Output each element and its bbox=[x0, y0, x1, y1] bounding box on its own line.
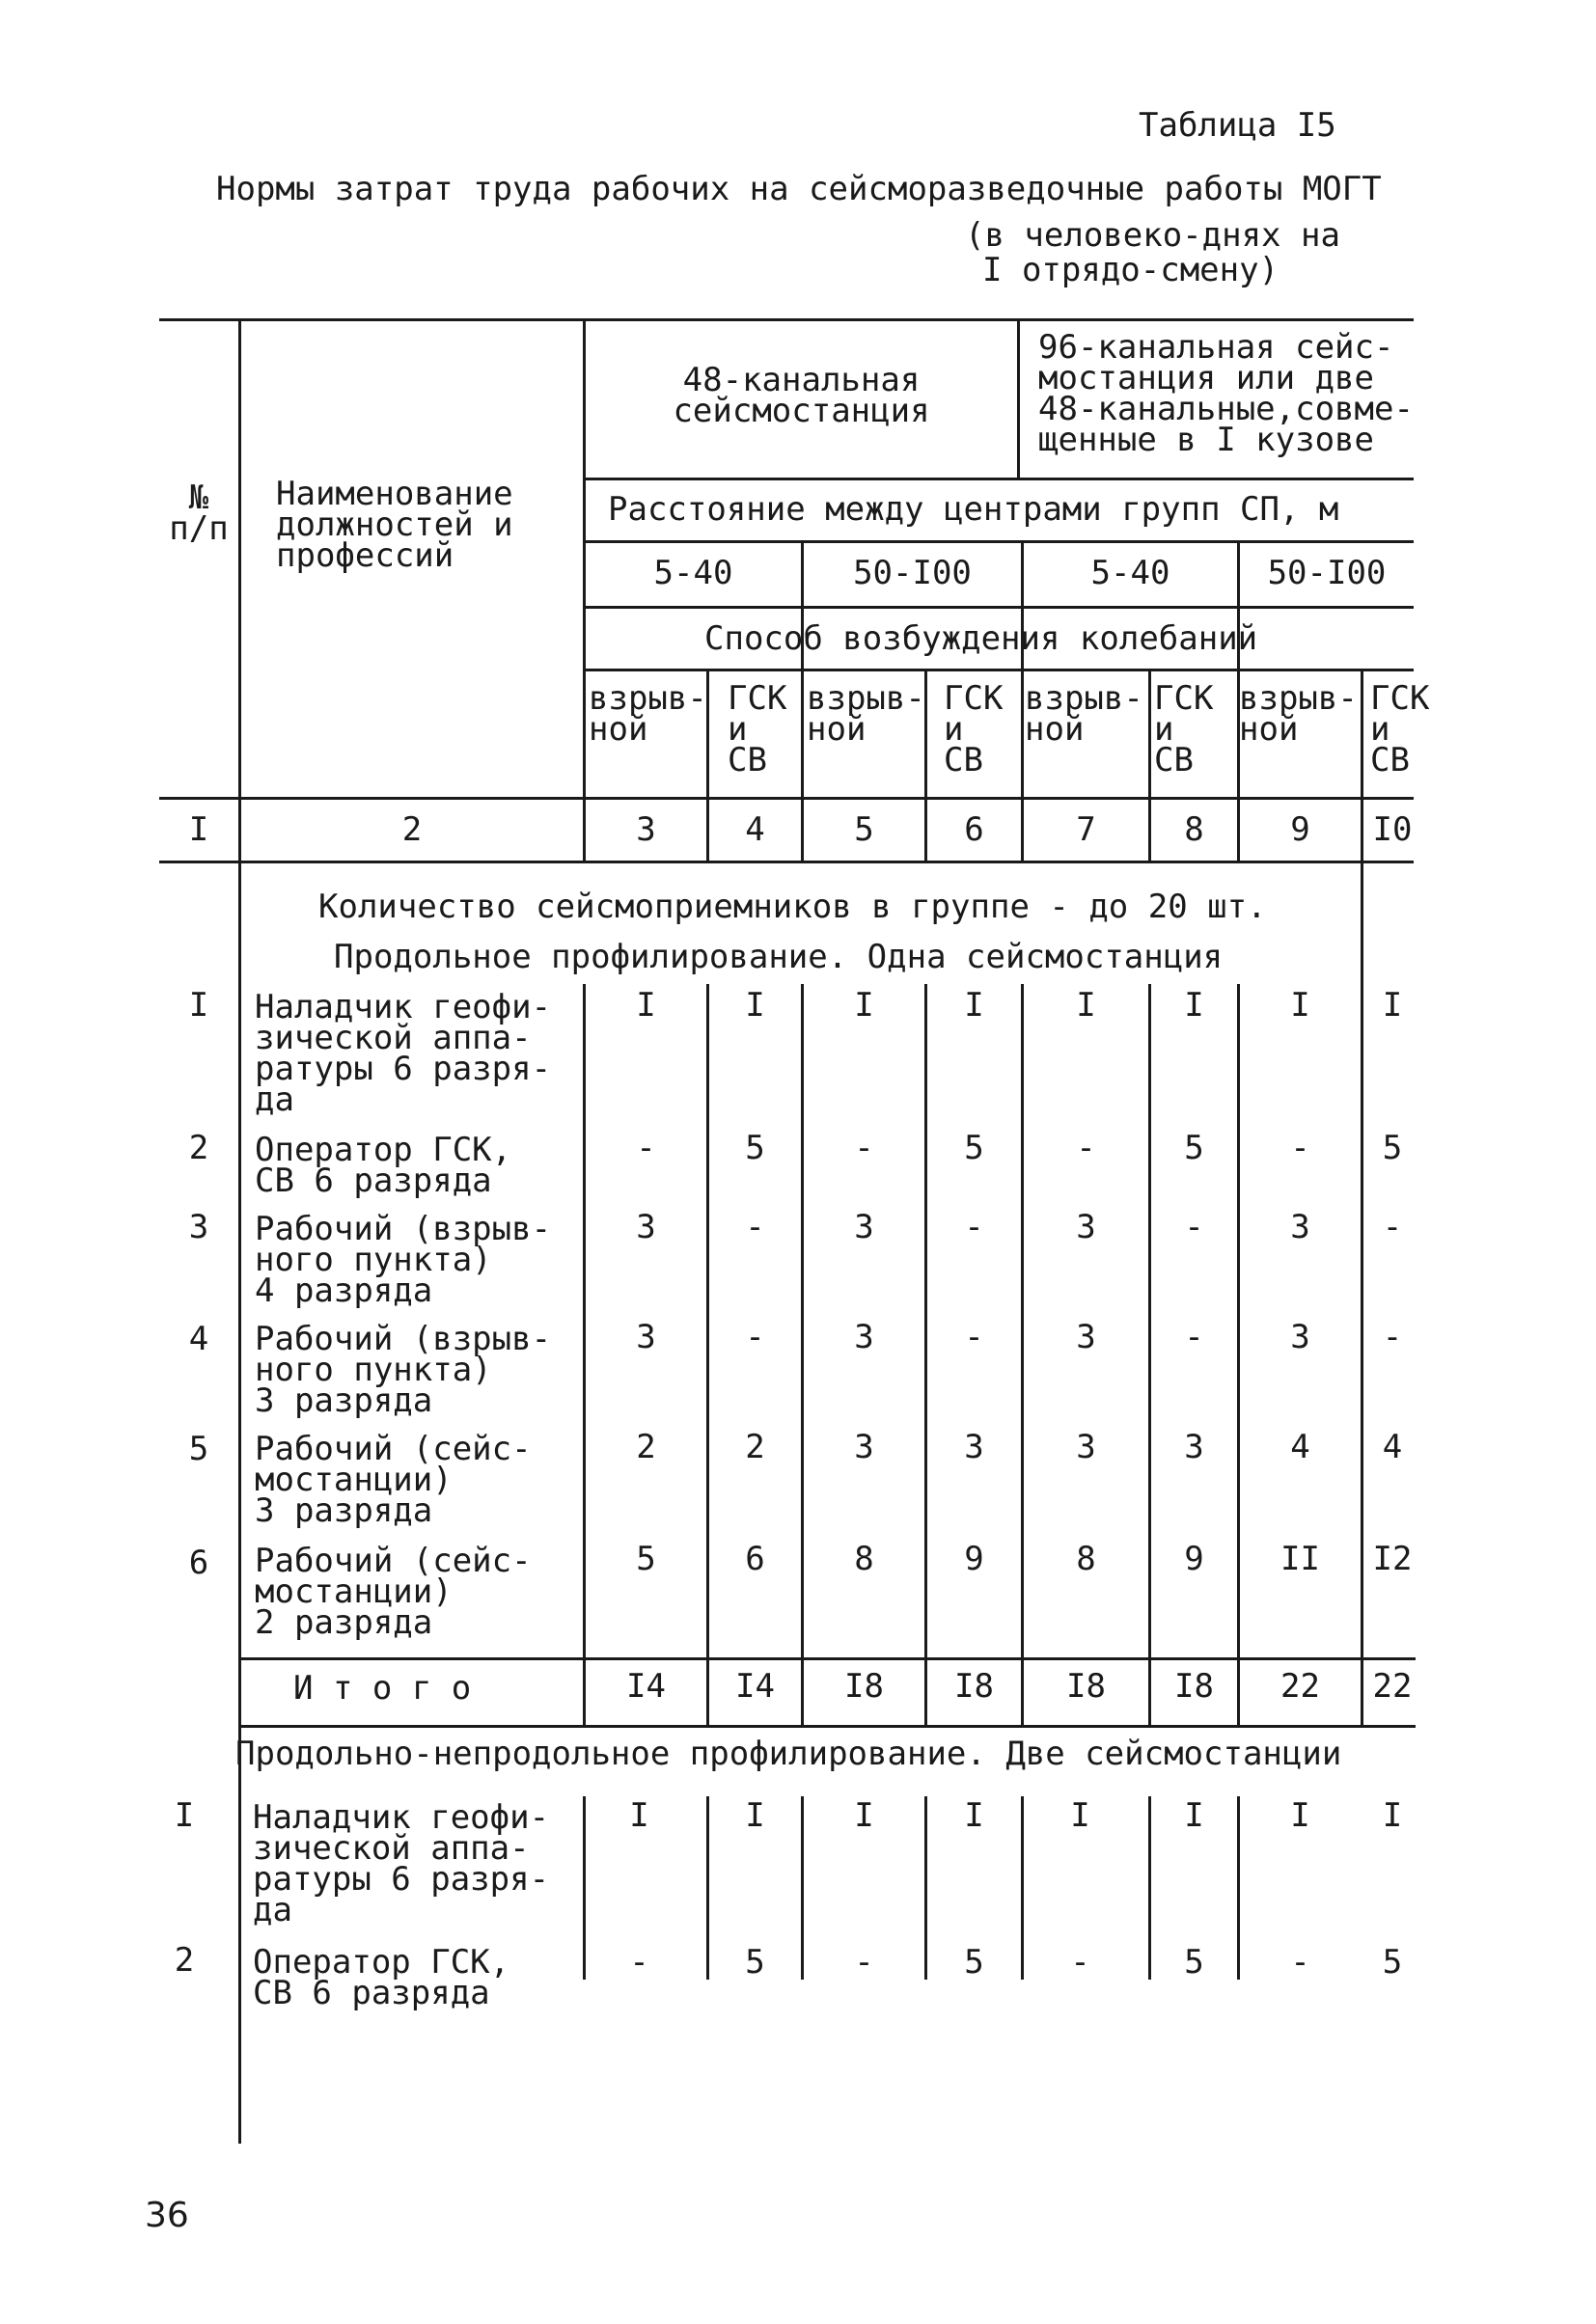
colnum-5: 5 bbox=[854, 810, 874, 849]
header-distance: Расстояние между центрами групп СП, м bbox=[608, 490, 1339, 529]
vrule-stations bbox=[1017, 318, 1020, 478]
method-col-3: взрыв- ной bbox=[589, 679, 707, 749]
vrule-body-c8 bbox=[1148, 984, 1151, 1727]
cell: 5 bbox=[1382, 1129, 1403, 1167]
table-subtitle-line1: (в человеко-днях на bbox=[965, 216, 1340, 255]
row-number: I bbox=[174, 1796, 195, 1835]
cell: II bbox=[1280, 1540, 1320, 1578]
header-station-48: 48-канальная сейсмостанция bbox=[673, 361, 930, 430]
cell: I bbox=[964, 986, 984, 1025]
vrule-body-c6 bbox=[924, 984, 927, 1727]
row-number: 2 bbox=[174, 1941, 195, 1980]
total-cell: 22 bbox=[1280, 1667, 1320, 1706]
cell: - bbox=[629, 1943, 649, 1982]
method-col-6: ГСК и СВ bbox=[944, 679, 1004, 779]
header-name: Наименование должностей и профессий bbox=[276, 475, 513, 575]
method-col-10: ГСК и СВ bbox=[1370, 679, 1430, 779]
cell: 9 bbox=[1184, 1540, 1204, 1578]
cell: I bbox=[1382, 986, 1403, 1025]
method-col-7: взрыв- ной bbox=[1025, 679, 1143, 749]
cell: I bbox=[629, 1796, 649, 1835]
rule-under-ranges bbox=[585, 606, 1414, 609]
cell: 3 bbox=[1076, 1428, 1096, 1466]
cell: 3 bbox=[854, 1318, 874, 1356]
cell: I bbox=[1076, 986, 1096, 1025]
cell: 5 bbox=[1184, 1129, 1204, 1167]
cell: - bbox=[1290, 1129, 1310, 1167]
vrule-body-c4 bbox=[706, 984, 709, 1727]
rule-under-col-numbers bbox=[159, 861, 1414, 863]
vrule-body-c5 bbox=[801, 984, 804, 1727]
row-name: Наладчик геофи- зической аппа- ратуры 6 разря- да bbox=[253, 1798, 550, 1929]
total-cell: I8 bbox=[954, 1667, 994, 1706]
cell: 3 bbox=[854, 1428, 874, 1466]
table-label: Таблица I5 bbox=[1139, 106, 1336, 145]
cell: 6 bbox=[745, 1540, 765, 1578]
cell: 5 bbox=[745, 1129, 765, 1167]
cell: I bbox=[636, 986, 656, 1025]
cell: 8 bbox=[854, 1540, 874, 1578]
cell: I bbox=[1184, 986, 1204, 1025]
cell: I bbox=[745, 986, 765, 1025]
row-number: 2 bbox=[188, 1129, 209, 1167]
method-col-4: ГСК и СВ bbox=[728, 679, 787, 779]
method-col-9: взрыв- ной bbox=[1239, 679, 1358, 749]
cell: 5 bbox=[745, 1943, 765, 1982]
cell: 3 bbox=[1076, 1318, 1096, 1356]
cell: - bbox=[1184, 1318, 1204, 1356]
range-2: 50-I00 bbox=[853, 554, 972, 592]
header-station-96: 96-канальная сейс- мостанция или две 48-канальные,совме- щенные в I кузове bbox=[1038, 328, 1414, 459]
cell: 3 bbox=[636, 1208, 656, 1246]
cell: - bbox=[1382, 1318, 1403, 1356]
cell: I bbox=[1184, 1796, 1204, 1835]
colnum-1: I bbox=[188, 810, 209, 849]
row-name: Рабочий (взрыв- ного пункта) 4 разряда bbox=[255, 1210, 552, 1310]
cell: 8 bbox=[1076, 1540, 1096, 1578]
colnum-3: 3 bbox=[636, 810, 656, 849]
cell: - bbox=[854, 1943, 874, 1982]
page-number: 36 bbox=[145, 2196, 189, 2235]
cell: I bbox=[964, 1796, 984, 1835]
vrule-body-name bbox=[238, 861, 241, 2144]
header-method: Способ возбуждения колебаний bbox=[704, 619, 1258, 658]
cell: I bbox=[1070, 1796, 1090, 1835]
vrule-body-c9 bbox=[1237, 984, 1240, 1727]
row-name: Рабочий (сейс- мостанции) 3 разряда bbox=[255, 1430, 532, 1530]
cell: 5 bbox=[964, 1943, 984, 1982]
cell: I bbox=[854, 986, 874, 1025]
colnum-6: 6 bbox=[964, 810, 984, 849]
cell: - bbox=[745, 1318, 765, 1356]
cell: I bbox=[1382, 1796, 1403, 1835]
row-name: Рабочий (сейс- мостанции) 2 разряда bbox=[255, 1542, 532, 1642]
row-name: Наладчик геофи- зической аппа- ратуры 6 разря- да bbox=[255, 988, 552, 1119]
vrule-num bbox=[238, 318, 241, 861]
row-name: Оператор ГСК, СВ 6 разряда bbox=[255, 1131, 512, 1200]
cell: 3 bbox=[1290, 1208, 1310, 1246]
cell: 2 bbox=[745, 1428, 765, 1466]
row-number: 3 bbox=[188, 1208, 209, 1246]
method-col-5: взрыв- ной bbox=[807, 679, 925, 749]
cell: 3 bbox=[1290, 1318, 1310, 1356]
section1-line1: Количество сейсмоприемников в группе - до 20 шт. bbox=[318, 888, 1267, 926]
cell: 3 bbox=[854, 1208, 874, 1246]
total-cell: I4 bbox=[735, 1667, 775, 1706]
cell: - bbox=[636, 1129, 656, 1167]
vrule-body-c3 bbox=[583, 984, 586, 1727]
cell: - bbox=[854, 1129, 874, 1167]
cell: 3 bbox=[636, 1318, 656, 1356]
cell: 5 bbox=[636, 1540, 656, 1578]
cell: 2 bbox=[636, 1428, 656, 1466]
vrule-body-c7 bbox=[1021, 984, 1024, 1727]
cell: 3 bbox=[1076, 1208, 1096, 1246]
cell: I bbox=[854, 1796, 874, 1835]
cell: I bbox=[745, 1796, 765, 1835]
row-name: Оператор ГСК, СВ 6 разряда bbox=[253, 1943, 510, 2012]
section2-line1: Продольно-непродольное профилирование. Две сейсмостанции bbox=[235, 1735, 1342, 1773]
cell: 5 bbox=[964, 1129, 984, 1167]
table-title: Нормы затрат труда рабочих на сейсморазведочные работы МОГТ bbox=[216, 170, 1382, 208]
total-cell: I8 bbox=[1174, 1667, 1214, 1706]
range-1: 5-40 bbox=[653, 554, 733, 592]
row-number: 5 bbox=[188, 1430, 209, 1468]
rule-under-header bbox=[159, 797, 1414, 800]
cell: 9 bbox=[964, 1540, 984, 1578]
colnum-7: 7 bbox=[1076, 810, 1096, 849]
total-cell: I8 bbox=[844, 1667, 884, 1706]
cell: 3 bbox=[1184, 1428, 1204, 1466]
cell: - bbox=[1382, 1208, 1403, 1246]
cell: 5 bbox=[1382, 1943, 1403, 1982]
rule-under-distance bbox=[585, 540, 1414, 543]
cell: 3 bbox=[964, 1428, 984, 1466]
rule-top bbox=[159, 318, 1414, 321]
colnum-9: 9 bbox=[1290, 810, 1310, 849]
total-cell: I8 bbox=[1066, 1667, 1106, 1706]
colnum-10: I0 bbox=[1372, 810, 1413, 849]
cell: 5 bbox=[1184, 1943, 1204, 1982]
table-subtitle-line2: I отрядо-смену) bbox=[982, 251, 1280, 289]
row-number: 6 bbox=[188, 1544, 209, 1582]
range-4: 50-I00 bbox=[1267, 554, 1387, 592]
cell: - bbox=[1070, 1943, 1090, 1982]
row-name: Рабочий (взрыв- ного пункта) 3 разряда bbox=[255, 1320, 552, 1420]
cell: I2 bbox=[1372, 1540, 1413, 1578]
cell: I bbox=[1290, 1796, 1310, 1835]
total-cell: 22 bbox=[1372, 1667, 1413, 1706]
header-num: № п/п bbox=[169, 478, 229, 548]
cell: 4 bbox=[1290, 1428, 1310, 1466]
cell: - bbox=[964, 1318, 984, 1356]
row-number: I bbox=[188, 986, 209, 1025]
colnum-2: 2 bbox=[401, 810, 423, 849]
method-col-8: ГСК и СВ bbox=[1154, 679, 1214, 779]
cell: - bbox=[1076, 1129, 1096, 1167]
row-number: 4 bbox=[188, 1320, 209, 1358]
cell: - bbox=[745, 1208, 765, 1246]
cell: I bbox=[1290, 986, 1310, 1025]
rule-under-stations bbox=[585, 478, 1414, 480]
colnum-4: 4 bbox=[745, 810, 765, 849]
total-label: И т о г о bbox=[293, 1669, 472, 1708]
colnum-8: 8 bbox=[1184, 810, 1204, 849]
cell: - bbox=[1184, 1208, 1204, 1246]
total-cell: I4 bbox=[626, 1667, 666, 1706]
cell: - bbox=[964, 1208, 984, 1246]
range-3: 5-40 bbox=[1090, 554, 1170, 592]
cell: - bbox=[1290, 1943, 1310, 1982]
cell: 4 bbox=[1382, 1428, 1403, 1466]
section1-line2: Продольное профилирование. Одна сейсмостанция bbox=[334, 938, 1224, 976]
